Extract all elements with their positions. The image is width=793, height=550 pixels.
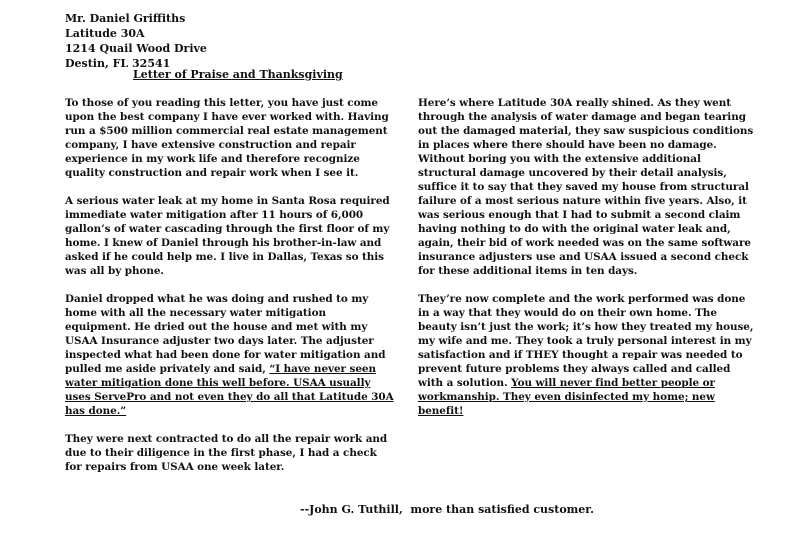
recipient-company: Latitude 30A [65,27,145,40]
right-column [418,96,758,432]
left-column [65,96,395,488]
recipient-city: Destin, FL 32541 [65,57,171,70]
recipient-name: Mr. Daniel Griffiths [65,12,186,25]
completion-text: They’re now complete and the work performed was done in a way that they would do on their own home. The beauty isn’t just the work; it’s how they treated my house, my wife and me. They took a truly personal interest in my satisfaction and if THEY thought a repair was needed to prevent future problems they always called and called with a solution. [418,293,754,389]
letter-title: Letter of Praise and Thanksgiving [133,68,343,81]
paragraph-mitigation [65,292,395,418]
paragraph-repair-contract: They were next contracted to do all the repair work and due to their diligence in the first phase, I had a check for repairs from USAA one week later. [65,433,388,473]
paragraph-intro: To those of you reading this letter, you have just come upon the best company I have ever worked with. Having run a $500 million commercial real estate management company, I have extensive construction and repair experience in my work life and therefore recognize quality construction and repair work when I see it. [65,97,389,179]
recommendation-underlined: You will never find better people or workmanship. They even disinfected my home; new benefit! [418,377,715,417]
adjuster-quote: “I have never seen water mitigation done this well before. USAA usually uses ServePro and not even they do all that Latitude 30A has done.” [65,363,394,417]
mitigation-text: Daniel dropped what he was doing and rushed to my home with all the necessary water mitigation equipment. He dried out the house and met with my USAA Insurance adjuster two days later. The adjuster inspected what had been done for water mitigation and pulled me aside privately and said, [65,293,386,375]
paragraph-completion [418,292,758,418]
paragraph-water-leak: A serious water leak at my home in Santa Rosa required immediate water mitigation after 11 hours of 6,000 gallon’s of water cascading through the first floor of my home. I knew of Daniel through his brother-in-law and asked if he could help me. I live in Dallas, Texas so this was all by phone. [65,195,390,277]
recipient-street: 1214 Quail Wood Drive [65,42,207,55]
paragraph-analysis: Here’s where Latitude 30A really shined. As they went through the analysis of water damage and began tearing out the damaged material, they saw suspicious conditions in places where there should have been no damage. Without boring you with the extensive additional structural damage uncovered by their detail analysis, suffice it to say that they saved my house from structural failure of a most serious nature within five years. Also, it was serious enough that I had to submit a second claim having nothing to do with the original water leak and, again, their bid of work needed was on the same software insurance adjusters use and USAA issued a second check for these additional items in ten days. [418,97,754,277]
signature: --John G. Tuthill, more than satisfied customer. [300,503,594,516]
recipient-address [65,11,207,71]
